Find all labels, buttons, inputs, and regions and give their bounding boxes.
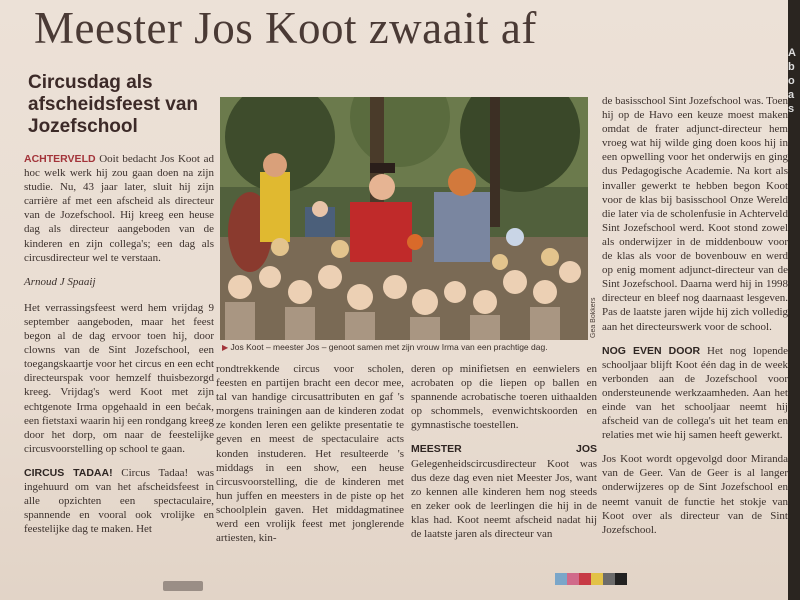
circus-photo-image: [220, 97, 588, 340]
article-subhead: Circusdag als afscheidsfeest van Jozefschool: [28, 72, 199, 137]
section-label: NOG EVEN DOOR: [602, 344, 701, 357]
paragraph: Het verrassingsfeest werd hem vrijdag 9 september aangeboden, maar het feest begon al de dag ervoor toen hij, door clowns van de Sint Jozefschool, een toegangskaartje voor het circus en een echt directeurspak voor hemzelf thuisbezorgd kreeg. Vrijdag's werd Koot met zijn echtgenote Irma opgehaald in een bećak, een fietstaxi waarin hij een rondgang kreeg door het dorp, om naar de feestelijke circusvoorstelling op school te gaan.: [24, 301, 214, 455]
caption-marker-icon: ▶: [222, 343, 229, 352]
dateline: ACHTERVELD: [24, 153, 96, 165]
intro-paragraph: ACHTERVELD Ooit bedacht Jos Koot ad hoc welk werk hij zou gaan doen na zijn studie. Nu, 43 jaar later, sluit hij zijn carrière af met een afscheid als directeur van de Jozefschool. Hij kreeg een heuse dag als directeur aangeboden van de kinderen en zijn collega's; een dag als circusdirecteur wel te verstaan.: [24, 153, 215, 264]
adjacent-page-strip: A b o a s: [788, 0, 800, 600]
color-swatch: [591, 573, 603, 585]
color-swatch: [555, 573, 567, 585]
paragraph: MEESTER JOS Gelegenheidscircusdirecteur Koot was dus deze dag even niet Meester Jos, want zo kennen alle kinderen hem nog steeds en zeker ook de leerlingen die hij in de klas had. Koot neemt afscheid nadat hij de laatste jaren als directeur van: [411, 443, 597, 541]
section-label: MEESTER JOS: [411, 443, 597, 456]
color-swatch: [579, 573, 591, 585]
paragraph: CIRCUS TADAA! Circus Tadaa! was ingehuurd om van het afscheidsfeest in alle opzichten een spectaculaire, spannende en vooral ook vrolijke en feestelijke dag te maken. Het: [24, 466, 214, 536]
color-swatch: [567, 573, 579, 585]
photo-caption: ▶ Jos Koot – meester Jos – genoot samen met zijn vrouw Irma van een prachtige dag.: [222, 342, 548, 352]
paragraph: de basisschool Sint Jozefschool was. Toen hij op de Havo een keuze moest maken omdat de frater adjunct-directeur hem vroeg wat hij wilde ging doen koos hij in een opwelling voor het onderwijs en ging dus Pedagogische Academie. Na kort als invaller gewerkt te hebben begon Koot voor de klas bij basisschool Onze Wereld die later via de scholenfusie in Achterveld Sint Jozefschool werd. Koot stond zowel als onderwijzer in de middenbouw voor de klas als voor de bovenbouw en werd op enig moment adjunct-directeur van de Sint Jozefschool. Daarna werd hij in 1998 directeur en bleef nog daarnaast lesgeven. Pas de laatste jaren wijde hij zich volledig aan het directeurswerk voor de school.: [602, 95, 789, 333]
tape-mark: [163, 581, 203, 591]
byline: Arnoud J Spaaij: [24, 275, 96, 288]
photo-credit: Gea Bokkers: [590, 297, 597, 338]
paragraph: NOG EVEN DOOR Het nog lopende schooljaar blijft Koot één dag in de week verbonden aan de Jozefschool voor ondersteunende werkzaamheden. Aan het einde van het schooljaar neemt hij afscheid van de collega's uit het team en relaties met wie hij samen heeft gewerkt.: [602, 344, 788, 442]
color-swatch: [603, 573, 615, 585]
article-headline: Meester Jos Koot zwaait af: [34, 3, 537, 53]
print-registration-bar: [555, 573, 627, 585]
article-photo: [220, 97, 588, 340]
article-column-4: [602, 94, 788, 537]
article-column-2: [216, 362, 404, 545]
paragraph: Jos Koot wordt opgevolgd door Miranda van de Geer. Van de Geer is al langer onderwijzeres op de Sint Jozefschool en neemt vanuit de functie het stokje van Koot over als directeur van de Sint Jozefschool.: [602, 453, 788, 536]
article-column-1: [24, 152, 214, 536]
paragraph: deren op minifietsen en eenwielers en acrobaten op die liepen op ballen en spannende acrobatische toeren uithaalden op schommels, evenwichtskoorden en gymnastische toestellen.: [411, 363, 597, 432]
color-swatch: [615, 573, 627, 585]
article-column-3: [411, 362, 597, 541]
section-label: CIRCUS TADAA!: [24, 466, 113, 479]
paragraph: rondtrekkende circus voor scholen, feesten en partijen bracht een decor mee, tal van handige circusattributen en gaf 's morgens trainingen aan de kinderen zodat ze konden leren een gelikte presentatie te geven en meest de spectaculaire acts konden instuderen. Het resulteerde 's middags in een show, een heuse circusvoorstelling, die de kinderen met hun juffen en meesters in de piste op het schoolplein gaven. Het middagmatinee werd een vrolijk feest met jonglerende artiesten, kin-: [216, 363, 404, 545]
